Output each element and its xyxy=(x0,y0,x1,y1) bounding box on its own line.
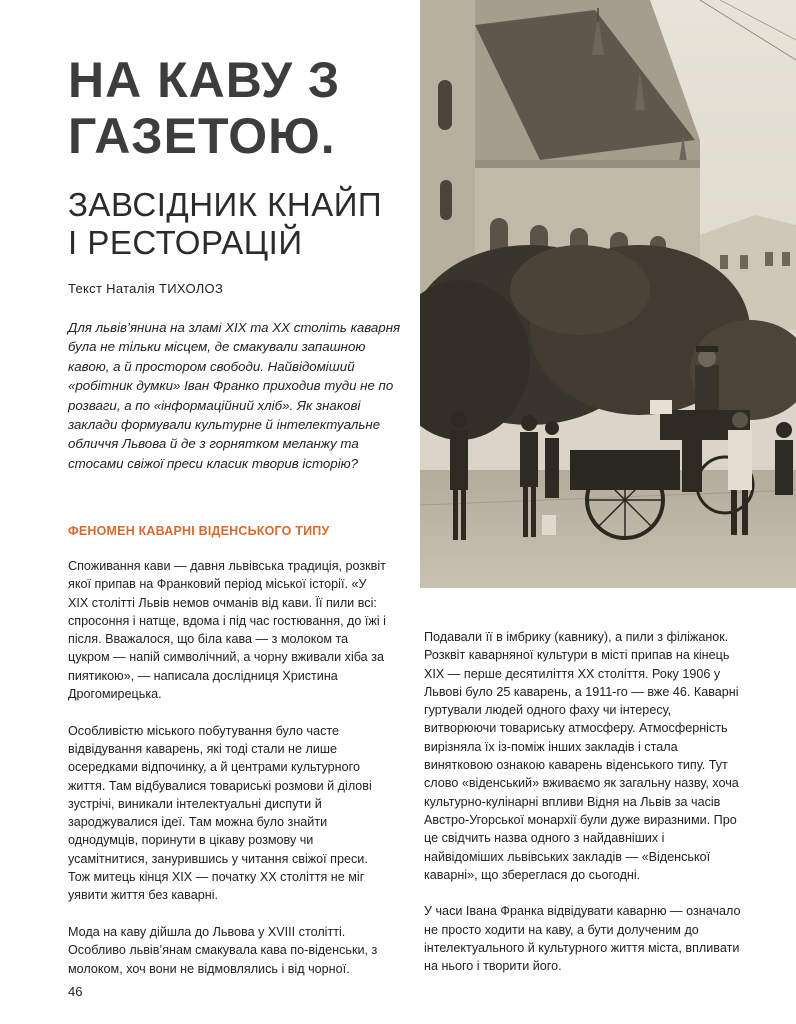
subtitle-line-2: І РЕСТОРАЦІЙ xyxy=(68,224,303,261)
paragraph: Особливістю міського побутування було часте відвідування каварень, які тоді стали не лише осередками відпочинку, а й центрами культурного життя. Там відбувалися товариські розмови й ділові зустрічі, виникали інтелектуальні диспути й зароджувалися ідеї. Там можна було знайти однодумців, поринути в цікаву розмову чи усамітнитися, занурившись у читання свіжої преси. Тож митець кінця XIX — початку XX століття не міг уявити життя без каварні. xyxy=(68,723,372,903)
section-heading: ФЕНОМЕН КАВАРНІ ВІДЕНСЬКОГО ТИПУ xyxy=(68,524,330,538)
paragraph: Споживання кави — давня львівська традиція, розквіт якої припав на Франковий період міської історії. «У XIX столітті Львів немов очманів від кави. Її пили всі: спросоння і натще, вдома і під час гостювання, до їжі і після. Вважалося, що біла кава — з молоком та цукром — напій символічний, а чорну вживали хіба за пиятикою», — написала дослідниця Христина Дрогомирецька. xyxy=(68,559,386,702)
author-credit: Текст Наталія ТИХОЛОЗ xyxy=(68,281,224,296)
paragraph: Подавали її в імбрику (кавнику), а пили з філіжанок. Розквіт каварняної культури в місті припав на кінець XIX — перше десятиліття XX століття. Року 1906 у Львові було 25 каварень, а 1911-го — вже 46. Каварні гуртували людей одного фаху чи інтересу, витворюючи товариську атмосферу. Атмосферність вирізняла їх із-поміж інших закладів і стала винятковою ознакою каварень віденського типу. Тут слово «віденський» вживаємо як загальну назву, хоча культурно-кулінарні впливи Відня на Львів за часів Австро-Угорської монархії були дуже виразними. Про це свідчить назва одного з найдавніших і найвідоміших львівських закладів — «Віденської каварні», що збереглася до сьогодні. xyxy=(424,630,739,882)
paragraph: Мода на каву дійшла до Львова у XVIII столітті. Особливо львів’янам смакувала кава по-віденськи, з молоком, хоч вони не відмовлялись і від чорної. xyxy=(68,924,378,976)
subtitle-line-1: ЗАВСІДНИК КНАЙП xyxy=(68,186,383,223)
article-title xyxy=(68,52,408,164)
right-column xyxy=(424,628,742,994)
title-line-2: ГАЗЕТОЮ. xyxy=(68,108,336,164)
lead-paragraph: Для львів’янина на зламі XIX та XX століть каварня була не тільки місцем, де смакували запашною кавою, а й простором свободи. Найвідоміший «робітник думки» Іван Франко приходив туди не по розваги, а по «інформаційний хліб». Як знакові заклади формували культурне й інтелектуальне обличчя Львова й де з горнятком меланжу та стосами свіжої преси класик творив історію? xyxy=(68,320,401,471)
article-subtitle xyxy=(68,186,408,262)
paragraph: У часи Івана Франка відвідувати каварню — означало не просто ходити на каву, а бути долученим до інтелектуального й культурного життя міста, впливати на нього і творити його. xyxy=(424,904,741,974)
historic-street-photo xyxy=(420,0,796,588)
title-line-1: НА КАВУ З xyxy=(68,52,341,108)
left-column xyxy=(68,557,388,996)
page-number: 46 xyxy=(68,984,83,999)
photo-illustration xyxy=(420,0,796,588)
